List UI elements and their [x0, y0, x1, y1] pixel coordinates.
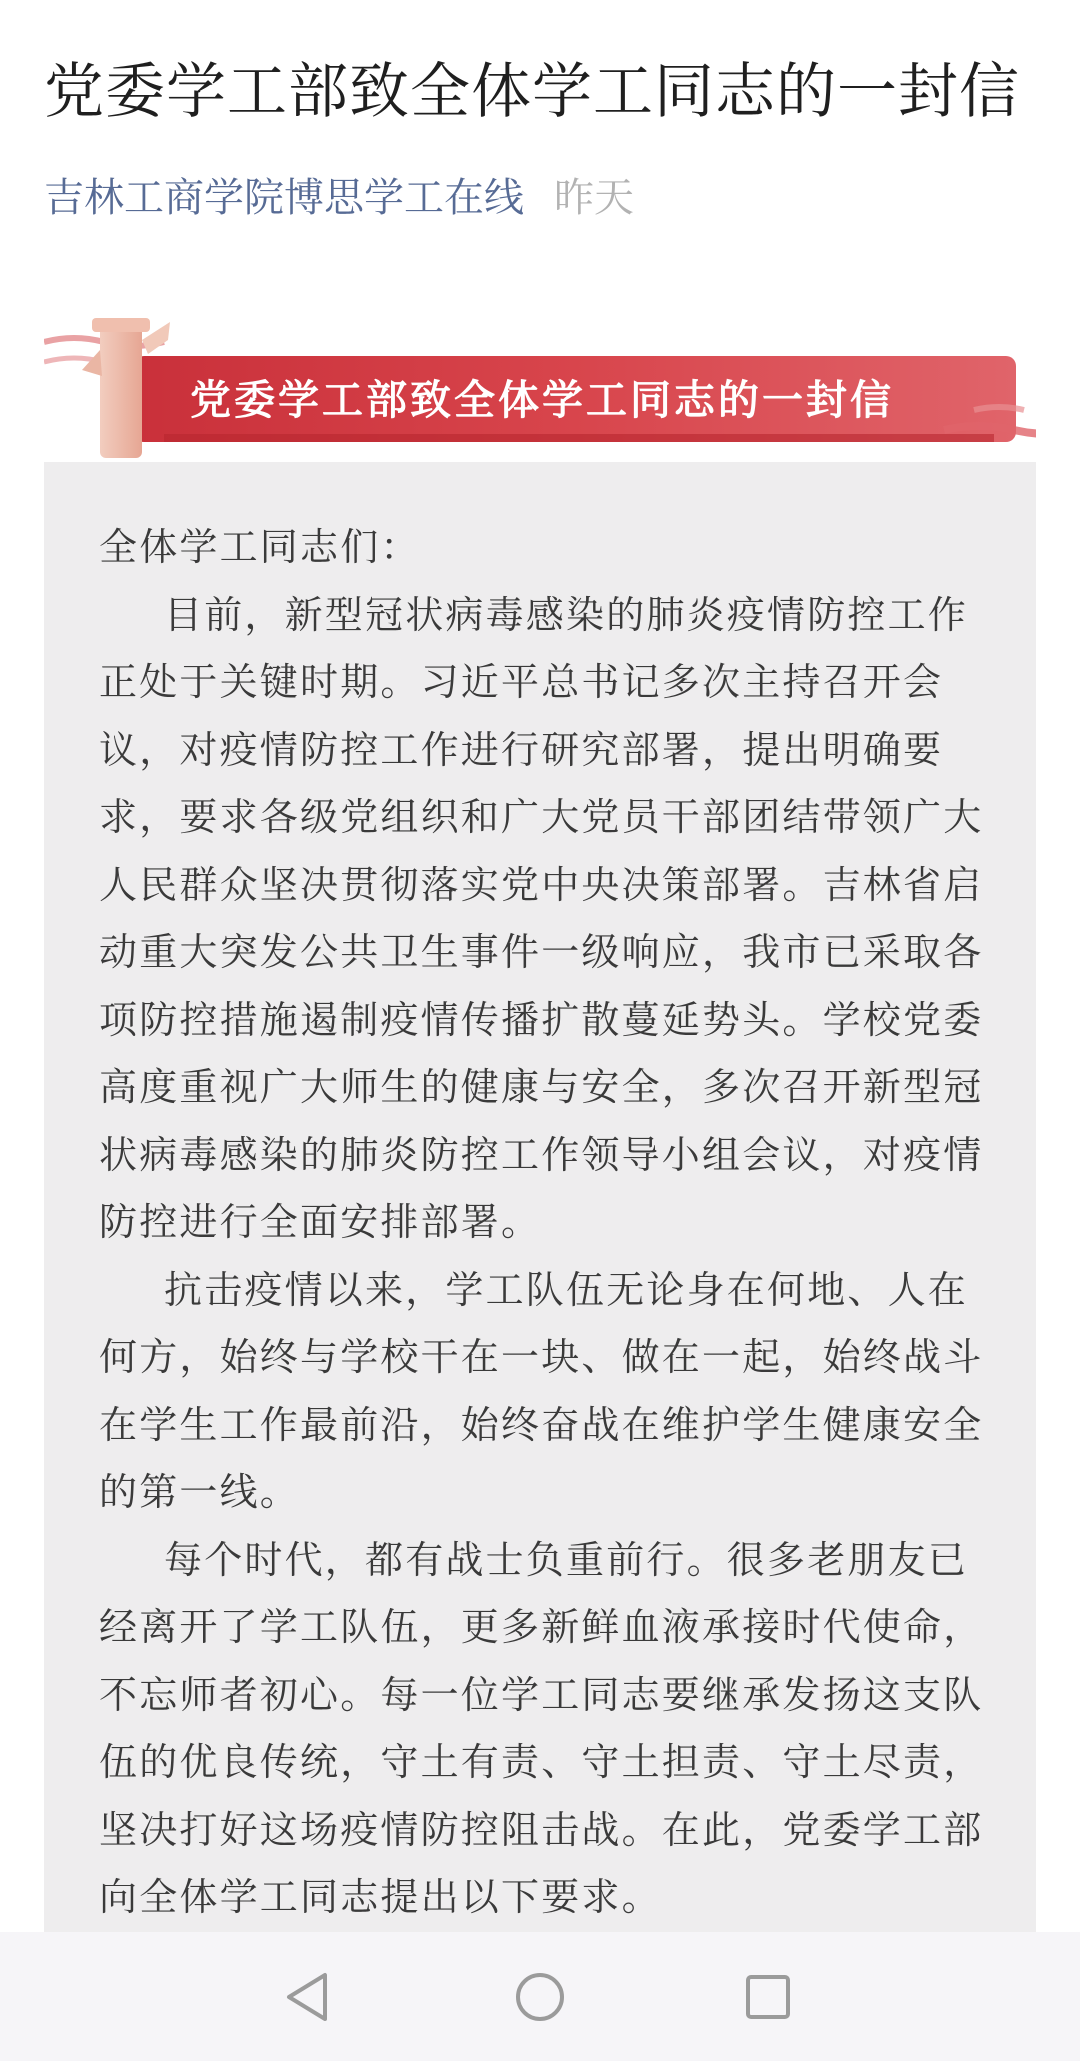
article-title: 党委学工部致全体学工同志的一封信: [44, 57, 1020, 127]
letter-paragraph: 每个时代，都有战士负重前行。很多老朋友已经离开了学工队伍，更多新鲜血液承接时代使命，不忘师者初心。每一位学工同志要继承发扬这支队伍的优良传统，守土有责、守土担责、守土尽责，坚决打好这场疫情防控阻击战。在此，党委学工部向全体学工同志提出以下要求。: [99, 1537, 984, 1919]
article-meta: [44, 170, 634, 226]
letter-salutation: 全体学工同志们：: [99, 525, 421, 569]
system-navigation-bar: [0, 1932, 1080, 2061]
nav-back-button[interactable]: [274, 1962, 344, 2032]
nav-home-button[interactable]: [505, 1962, 575, 2032]
square-recent-icon: [740, 1969, 796, 2025]
triangle-back-icon: [281, 1969, 337, 2025]
letter-paragraph: 抗击疫情以来，学工队伍无论身在何地、人在何方，始终与学校干在一块、做在一起，始终战斗在学生工作最前沿，始终奋战在维护学生健康安全的第一线。: [99, 1267, 984, 1514]
letter-body: [44, 462, 1036, 1932]
banner-title: 党委学工部致全体学工同志的一封信: [190, 376, 894, 424]
letter-banner: [44, 310, 1036, 460]
publish-date: 昨天: [554, 175, 634, 221]
circle-home-icon: [512, 1969, 568, 2025]
nav-recent-apps-button[interactable]: [733, 1962, 803, 2032]
account-name-link[interactable]: 吉林工商学院博思学工在线: [44, 175, 524, 221]
letter-paragraph: 目前，新型冠状病毒感染的肺炎疫情防控工作正处于关键时期。习近平总书记多次主持召开会议，对疫情防控工作进行研究部署，提出明确要求，要求各级党组织和广大党员干部团结带领广大人民群众坚决贯彻落实党中央决策部署。吉林省启动重大突发公共卫生事件一级响应，我市已采取各项防控措施遏制疫情传播扩散蔓延势头。学校党委高度重视广大师生的健康与安全，多次召开新型冠状病毒感染的肺炎防控工作领导小组会议，对疫情防控进行全面安排部署。: [99, 592, 984, 1244]
